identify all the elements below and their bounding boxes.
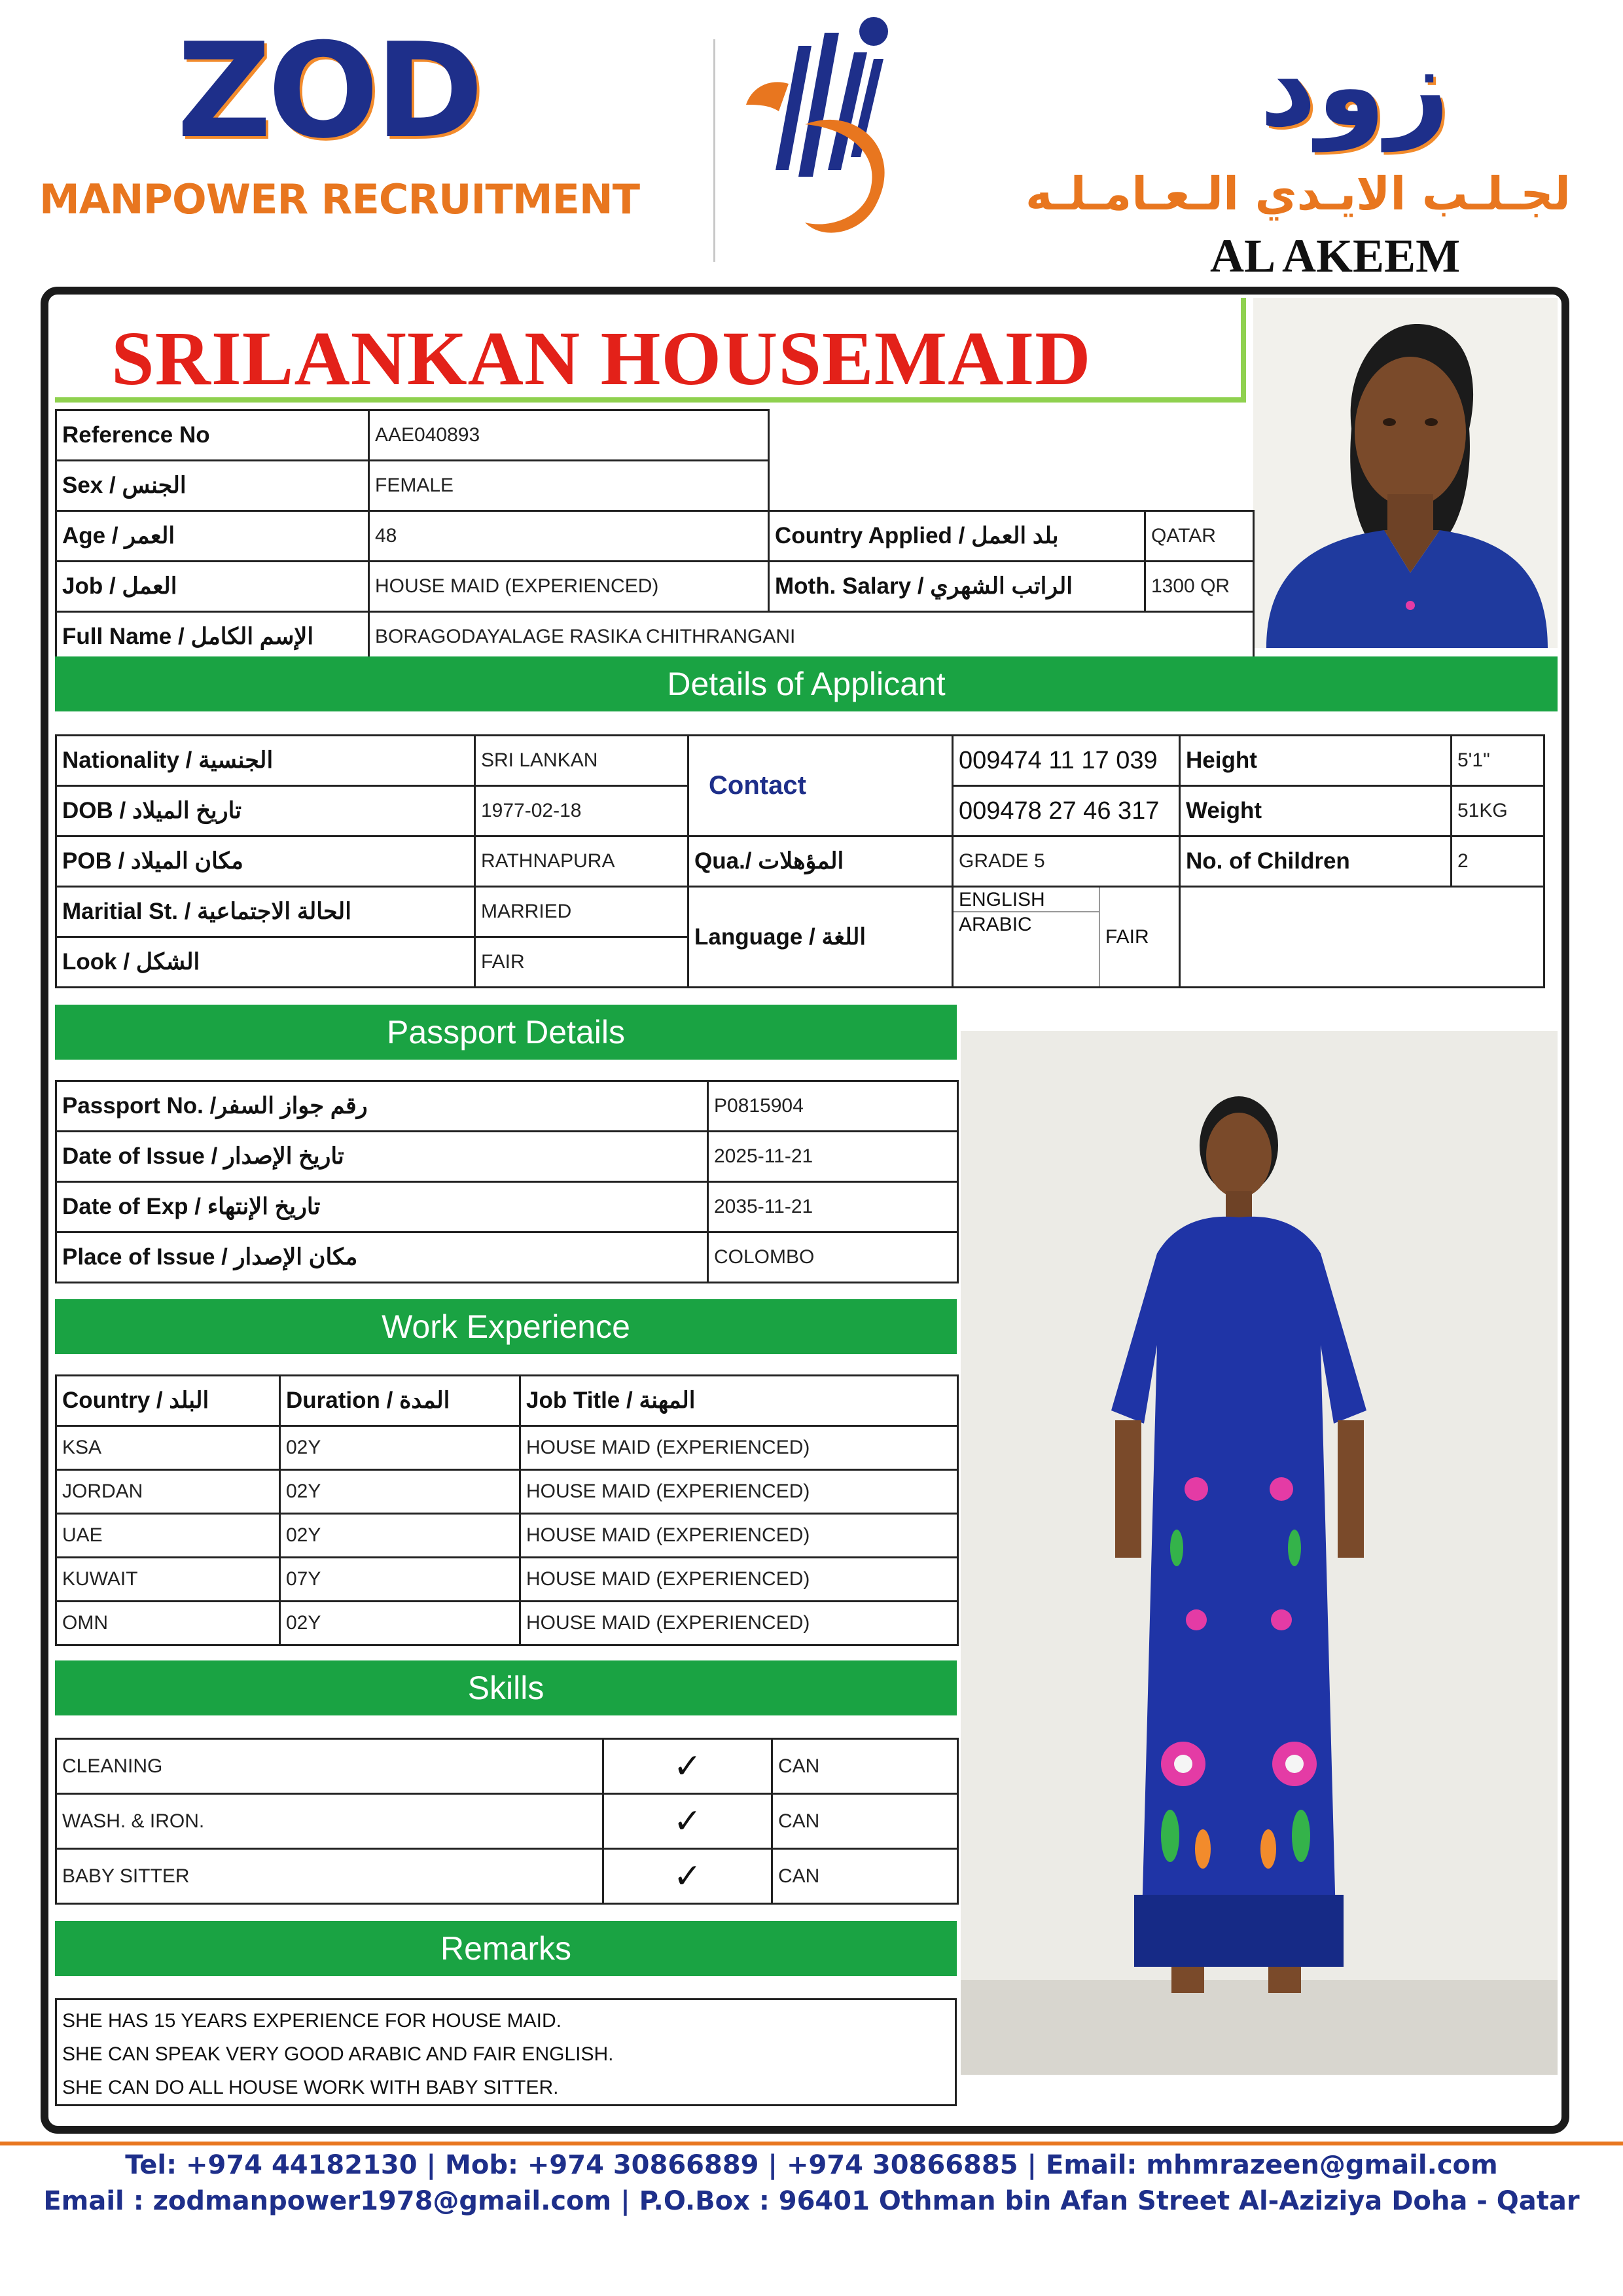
work-country: JORDAN bbox=[56, 1470, 280, 1514]
place-of-issue-label: Place of Issue / مكان الإصدار bbox=[56, 1232, 708, 1283]
language-label: Language / اللغة bbox=[688, 887, 953, 988]
checkmark-icon: ✓ bbox=[603, 1739, 772, 1794]
dob-label: DOB / تاريخ الميلاد bbox=[56, 786, 475, 836]
work-experience-table bbox=[55, 1374, 959, 1646]
work-header-job-title: Job Title / المهنة bbox=[520, 1376, 958, 1426]
brand-arabic-logo: زود bbox=[1259, 22, 1450, 152]
skill-name: BABY SITTER bbox=[56, 1849, 603, 1904]
skills-table bbox=[55, 1738, 959, 1905]
look-label: Look / الشكل bbox=[56, 937, 475, 988]
work-duration: 02Y bbox=[280, 1470, 520, 1514]
marital-label: Maritial St. / الحالة الاجتماعية bbox=[56, 887, 475, 937]
sex-label: Sex / الجنس bbox=[56, 461, 369, 511]
table-row bbox=[56, 1426, 958, 1470]
zod-logo-icon bbox=[726, 7, 923, 255]
section-skills: Skills bbox=[55, 1660, 957, 1715]
brand-arabic-subtitle: لجـلـب الايـدي الـعـامـلـه bbox=[1025, 167, 1571, 221]
language-level: FAIR bbox=[1105, 925, 1149, 948]
work-duration: 02Y bbox=[280, 1514, 520, 1558]
nationality-label: Nationality / الجنسية bbox=[56, 736, 475, 786]
country-applied-value: QATAR bbox=[1145, 511, 1254, 562]
work-country: KSA bbox=[56, 1426, 280, 1470]
section-applicant-details: Details of Applicant bbox=[55, 656, 1558, 711]
applicant-table bbox=[55, 734, 1545, 988]
pob-value: RATHNAPURA bbox=[475, 836, 688, 887]
table-row bbox=[56, 1470, 958, 1514]
footer-divider bbox=[0, 2142, 1623, 2145]
qualification-value: GRADE 5 bbox=[953, 836, 1180, 887]
children-value: 2 bbox=[1452, 836, 1544, 887]
qualification-label: Qua./ المؤهلات bbox=[688, 836, 953, 887]
portrait-photo bbox=[1253, 298, 1558, 648]
salary-value: 1300 QR bbox=[1145, 562, 1254, 612]
height-label: Height bbox=[1180, 736, 1452, 786]
weight-label: Weight bbox=[1180, 786, 1452, 836]
table-row bbox=[56, 1602, 958, 1645]
salary-label: Moth. Salary / الراتب الشهري bbox=[769, 562, 1145, 612]
reference-value: AAE040893 bbox=[369, 410, 769, 461]
work-country: KUWAIT bbox=[56, 1558, 280, 1602]
skill-status: CAN bbox=[772, 1739, 958, 1794]
passport-table bbox=[55, 1080, 959, 1283]
full-name-value: BORAGODAYALAGE RASIKA CHITHRANGANI bbox=[369, 612, 1254, 662]
contact-label: Contact bbox=[688, 736, 953, 836]
footer-contact-line: Tel: +974 44182130 | Mob: +974 30866889 | +974 30866885 | Email: mhmrazeen@gmail.com bbox=[125, 2150, 1498, 2180]
work-duration: 02Y bbox=[280, 1426, 520, 1470]
skill-name: WASH. & IRON. bbox=[56, 1794, 603, 1849]
section-remarks: Remarks bbox=[55, 1921, 957, 1976]
issue-date-label: Date of Issue / تاريخ الإصدار bbox=[56, 1132, 708, 1182]
work-job-title: HOUSE MAID (EXPERIENCED) bbox=[520, 1514, 958, 1558]
work-country: OMN bbox=[56, 1602, 280, 1645]
table-row bbox=[56, 1558, 958, 1602]
reference-label: Reference No bbox=[56, 410, 369, 461]
skill-status: CAN bbox=[772, 1794, 958, 1849]
language-arabic: ARABIC bbox=[959, 914, 1032, 935]
children-label: No. of Children bbox=[1180, 836, 1452, 887]
partner-name: AL AKEEM bbox=[1209, 230, 1461, 282]
job-label: Job / العمل bbox=[56, 562, 369, 612]
brand-logo-text: ZOD bbox=[177, 15, 480, 168]
expiry-date-value: 2035-11-21 bbox=[708, 1182, 958, 1232]
footer-address-line: Email : zodmanpower1978@gmail.com | P.O.Box : 96401 Othman bin Afan Street Al-Aziziya Doha - Qatar bbox=[43, 2186, 1580, 2216]
phone-1: 009474 11 17 039 bbox=[953, 736, 1180, 786]
section-work-experience: Work Experience bbox=[55, 1299, 957, 1354]
issue-date-value: 2025-11-21 bbox=[708, 1132, 958, 1182]
work-job-title: HOUSE MAID (EXPERIENCED) bbox=[520, 1470, 958, 1514]
brand-subtitle: MANPOWER RECRUITMENT bbox=[39, 175, 640, 223]
skill-status: CAN bbox=[772, 1849, 958, 1904]
profile-table bbox=[55, 409, 1255, 663]
table-row bbox=[56, 1849, 958, 1904]
pob-label: POB / مكان الميلاد bbox=[56, 836, 475, 887]
work-job-title: HOUSE MAID (EXPERIENCED) bbox=[520, 1558, 958, 1602]
sex-value: FEMALE bbox=[369, 461, 769, 511]
expiry-date-label: Date of Exp / تاريخ الإنتهاء bbox=[56, 1182, 708, 1232]
page-title: SRILANKAN HOUSEMAID bbox=[111, 315, 1092, 401]
passport-no-label: Passport No. /رقم جواز السفر bbox=[56, 1081, 708, 1132]
weight-value: 51KG bbox=[1452, 786, 1544, 836]
table-row bbox=[56, 1514, 958, 1558]
work-duration: 07Y bbox=[280, 1558, 520, 1602]
remark-line: SHE CAN DO ALL HOUSE WORK WITH BABY SITTER. bbox=[62, 2077, 559, 2098]
nationality-value: SRI LANKAN bbox=[475, 736, 688, 786]
height-value: 5'1" bbox=[1452, 736, 1544, 786]
remarks-box bbox=[55, 1998, 957, 2106]
country-applied-label: Country Applied / بلد العمل bbox=[769, 511, 1145, 562]
table-row bbox=[56, 1794, 958, 1849]
look-value: FAIR bbox=[475, 937, 688, 988]
passport-no-value: P0815904 bbox=[708, 1081, 958, 1132]
phone-2: 009478 27 46 317 bbox=[953, 786, 1180, 836]
dob-value: 1977-02-18 bbox=[475, 786, 688, 836]
marital-value: MARRIED bbox=[475, 887, 688, 937]
work-header-duration: Duration / المدة bbox=[280, 1376, 520, 1426]
full-body-photo bbox=[961, 1031, 1558, 2075]
work-country: UAE bbox=[56, 1514, 280, 1558]
work-duration: 02Y bbox=[280, 1602, 520, 1645]
section-passport-details: Passport Details bbox=[55, 1005, 957, 1060]
skill-name: CLEANING bbox=[56, 1739, 603, 1794]
work-header-country: Country / البلد bbox=[56, 1376, 280, 1426]
checkmark-icon: ✓ bbox=[603, 1794, 772, 1849]
remark-line: SHE CAN SPEAK VERY GOOD ARABIC AND FAIR ENGLISH. bbox=[62, 2043, 614, 2065]
work-job-title: HOUSE MAID (EXPERIENCED) bbox=[520, 1426, 958, 1470]
work-job-title: HOUSE MAID (EXPERIENCED) bbox=[520, 1602, 958, 1645]
language-english: ENGLISH bbox=[954, 888, 1099, 912]
age-label: Age / العمر bbox=[56, 511, 369, 562]
table-row bbox=[56, 1739, 958, 1794]
place-of-issue-value: COLOMBO bbox=[708, 1232, 958, 1283]
remark-line: SHE HAS 15 YEARS EXPERIENCE FOR HOUSE MAID. bbox=[62, 2010, 562, 2032]
job-value: HOUSE MAID (EXPERIENCED) bbox=[369, 562, 769, 612]
full-name-label: Full Name / الإسم الكامل bbox=[56, 612, 369, 662]
header-divider bbox=[713, 39, 715, 262]
age-value: 48 bbox=[369, 511, 769, 562]
checkmark-icon: ✓ bbox=[603, 1849, 772, 1904]
language-list bbox=[953, 887, 1180, 988]
